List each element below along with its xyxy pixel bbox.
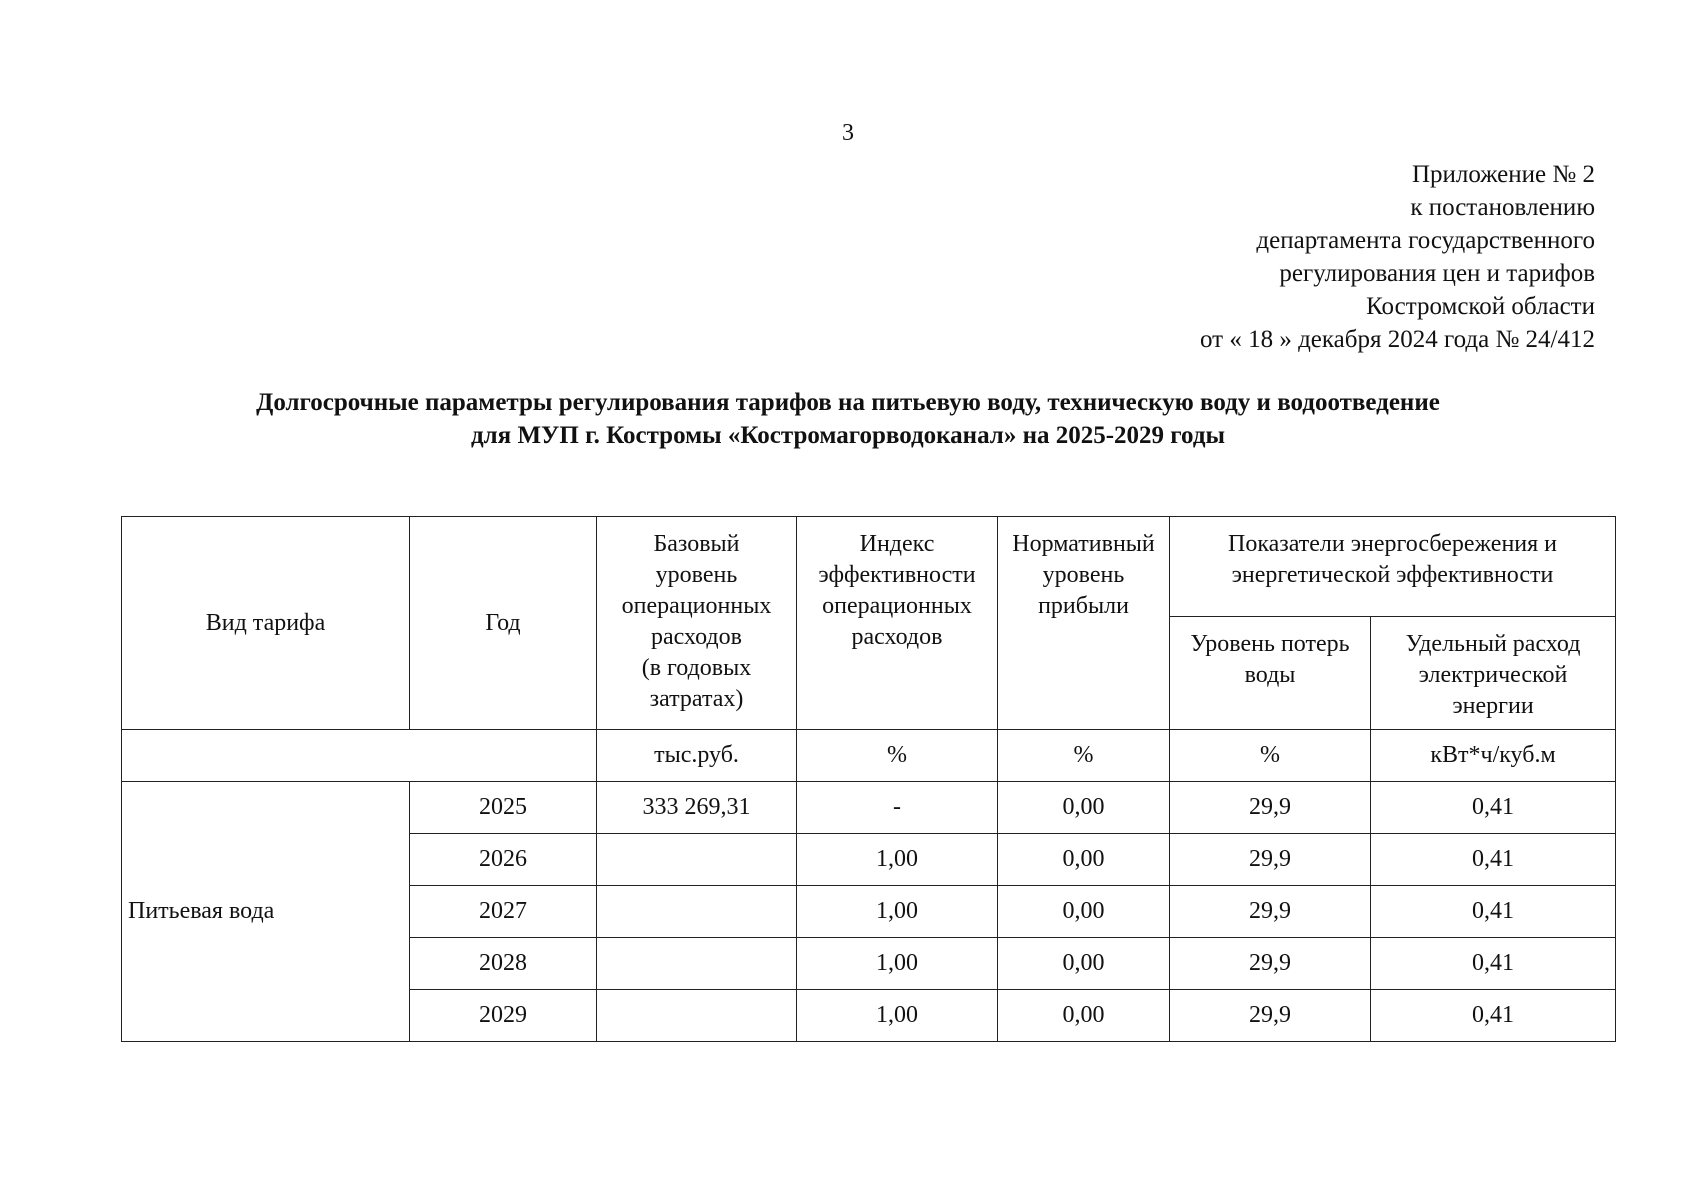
cell-efficiency-index: 1,00 bbox=[797, 990, 998, 1042]
cell-base-opex bbox=[597, 938, 797, 990]
cell-normative-profit: 0,00 bbox=[998, 938, 1170, 990]
table-header-row bbox=[122, 517, 1616, 617]
cell-electricity: 0,41 bbox=[1371, 834, 1616, 886]
header-line: расходов bbox=[851, 624, 943, 650]
document-title bbox=[0, 386, 1696, 452]
header-line: Индекс bbox=[859, 531, 935, 557]
cell-base-opex bbox=[597, 886, 797, 938]
cell-year: 2028 bbox=[410, 938, 597, 990]
cell-base-opex: 333 269,31 bbox=[597, 782, 797, 834]
header-normative-profit bbox=[998, 517, 1170, 730]
cell-electricity: 0,41 bbox=[1371, 886, 1616, 938]
header-water-loss bbox=[1170, 617, 1371, 730]
cell-normative-profit: 0,00 bbox=[998, 834, 1170, 886]
table-row bbox=[122, 782, 1616, 834]
cell-water-loss: 29,9 bbox=[1170, 938, 1371, 990]
header-line: энергии bbox=[1452, 693, 1534, 719]
table-units-row bbox=[122, 730, 1616, 782]
units-empty-cell bbox=[122, 730, 597, 782]
unit-base-opex: тыс.руб. bbox=[597, 730, 797, 782]
cell-water-loss: 29,9 bbox=[1170, 782, 1371, 834]
header-line: Уровень потерь bbox=[1190, 631, 1350, 657]
cell-electricity: 0,41 bbox=[1371, 782, 1616, 834]
appendix-line: департамента государственного bbox=[1256, 227, 1595, 254]
header-line: Нормативный bbox=[1012, 531, 1155, 557]
header-line: операционных bbox=[822, 593, 972, 619]
unit-normative-profit: % bbox=[998, 730, 1170, 782]
header-line: затратах) bbox=[649, 686, 744, 712]
appendix-block bbox=[1200, 158, 1595, 356]
header-line: воды bbox=[1244, 662, 1296, 688]
page-number: 3 bbox=[842, 120, 854, 146]
header-line: электрической bbox=[1418, 662, 1568, 688]
header-line: операционных bbox=[621, 593, 772, 619]
header-line: уровень bbox=[1042, 562, 1125, 588]
header-line: расходов bbox=[651, 624, 742, 650]
header-base-opex bbox=[597, 517, 797, 730]
unit-water-loss: % bbox=[1170, 730, 1371, 782]
cell-year: 2029 bbox=[410, 990, 597, 1042]
cell-efficiency-index: 1,00 bbox=[797, 886, 998, 938]
tariff-type-cell: Питьевая вода bbox=[122, 782, 410, 1042]
cell-water-loss: 29,9 bbox=[1170, 990, 1371, 1042]
appendix-line: Приложение № 2 bbox=[1411, 161, 1595, 188]
header-efficiency-index bbox=[797, 517, 998, 730]
appendix-line: от « 18 » декабря 2024 года № 24/412 bbox=[1199, 326, 1595, 353]
unit-efficiency-index: % bbox=[797, 730, 998, 782]
cell-efficiency-index: 1,00 bbox=[797, 938, 998, 990]
cell-efficiency-index: - bbox=[797, 782, 998, 834]
header-line: эффективности bbox=[818, 562, 976, 588]
cell-electricity: 0,41 bbox=[1371, 938, 1616, 990]
header-energy-group bbox=[1170, 517, 1616, 617]
header-line: энергетической эффективности bbox=[1231, 562, 1554, 588]
cell-normative-profit: 0,00 bbox=[998, 886, 1170, 938]
tariff-parameters-table bbox=[121, 516, 1616, 1042]
cell-year: 2026 bbox=[410, 834, 597, 886]
unit-electricity: кВт*ч/куб.м bbox=[1371, 730, 1616, 782]
cell-year: 2025 bbox=[410, 782, 597, 834]
appendix-line: к постановлению bbox=[1410, 194, 1595, 221]
cell-base-opex bbox=[597, 834, 797, 886]
cell-normative-profit: 0,00 bbox=[998, 782, 1170, 834]
appendix-line: Костромской области bbox=[1366, 293, 1595, 320]
header-line: Удельный расход bbox=[1405, 631, 1581, 657]
header-electricity bbox=[1371, 617, 1616, 730]
appendix-line: регулирования цен и тарифов bbox=[1279, 260, 1595, 287]
header-line: Показатели энергосбережения и bbox=[1227, 531, 1558, 557]
cell-normative-profit: 0,00 bbox=[998, 990, 1170, 1042]
cell-base-opex bbox=[597, 990, 797, 1042]
header-line: (в годовых bbox=[641, 655, 752, 681]
header-year: Год bbox=[410, 517, 597, 730]
cell-water-loss: 29,9 bbox=[1170, 834, 1371, 886]
document-title-line: Долгосрочные параметры регулирования тарифов на питьевую воду, техническую воду и водоотведение bbox=[256, 389, 1440, 416]
header-line: прибыли bbox=[1038, 593, 1129, 619]
header-line: уровень bbox=[655, 562, 738, 588]
cell-efficiency-index: 1,00 bbox=[797, 834, 998, 886]
header-line: Базовый bbox=[653, 531, 740, 557]
header-tariff-type: Вид тарифа bbox=[122, 517, 410, 730]
document-title-line: для МУП г. Костромы «Костромагорводоканал» на 2025-2029 годы bbox=[471, 422, 1225, 449]
cell-electricity: 0,41 bbox=[1371, 990, 1616, 1042]
cell-year: 2027 bbox=[410, 886, 597, 938]
cell-water-loss: 29,9 bbox=[1170, 886, 1371, 938]
